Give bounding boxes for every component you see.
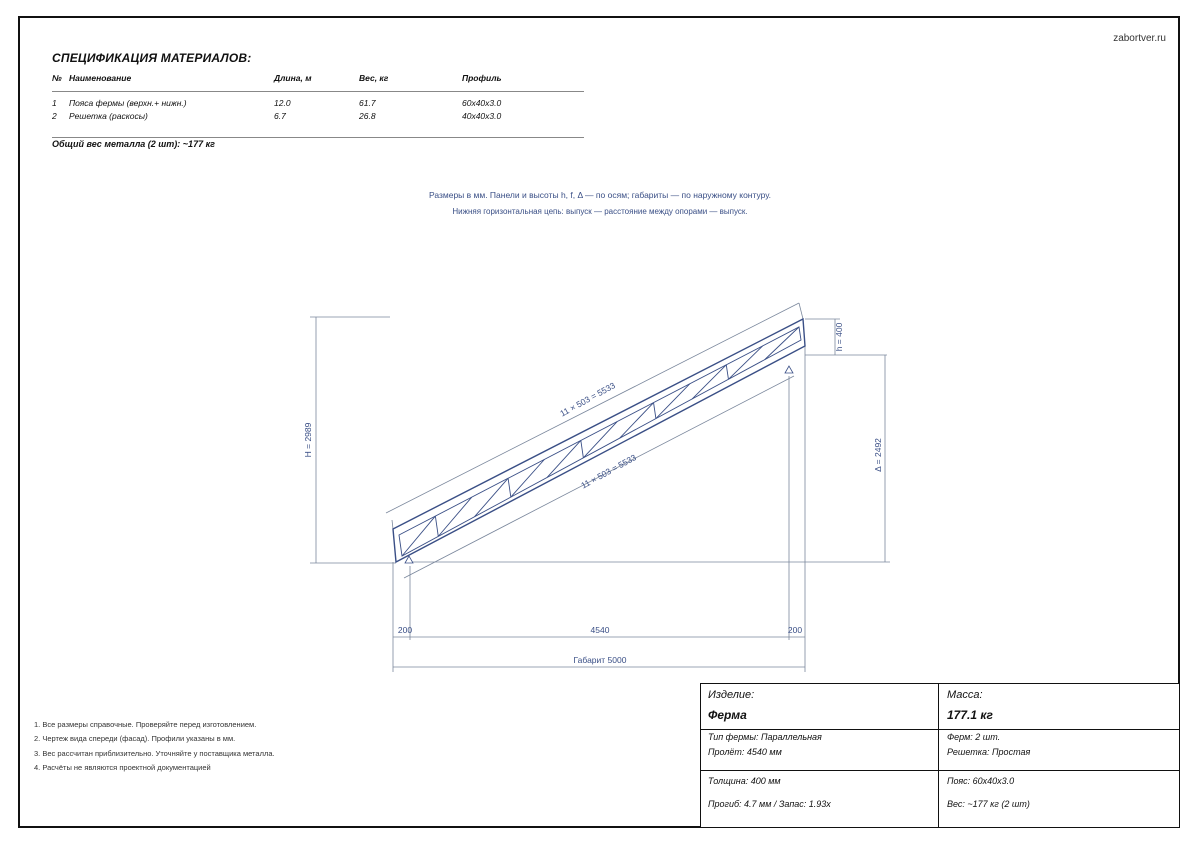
lattice-diagonal: [583, 422, 617, 458]
spec-cell-num: 1: [52, 98, 57, 108]
spec-title: СПЕЦИФИКАЦИЯ МАТЕРИАЛОВ:: [52, 51, 252, 65]
spec-cell-profile: 60x40x3.0: [462, 98, 502, 108]
title-block: [700, 683, 1180, 828]
title-block-rule: [701, 729, 1179, 730]
lattice-diagonal: [547, 440, 581, 477]
spec-header-weight: Вес, кг: [359, 73, 389, 83]
thickness-value: Толщина: 400 мм: [708, 776, 781, 786]
lattice-strut: [581, 440, 584, 457]
truss-inner-contour: [399, 327, 801, 556]
lattice-strut: [726, 365, 728, 379]
truss-type: Тип фермы: Параллельная: [708, 732, 822, 742]
note-item: 2. Чертеж вида спереди (фасад). Профили указаны в мм.: [34, 734, 236, 744]
span-label: 4540: [590, 625, 610, 635]
top-chord-dim-label: 11 × 503 = 5533: [558, 380, 617, 419]
title-block-divider: [938, 684, 939, 827]
top-chord-ext: [392, 520, 393, 529]
bottom-chord-dim-label: 11 × 503 = 5533: [579, 452, 638, 491]
overall-width-label: Габарит 5000: [573, 655, 627, 665]
left-extension-label: 200: [397, 625, 413, 635]
spec-header-profile: Профиль: [462, 73, 502, 83]
spec-cell-name: Решетка (раскосы): [69, 111, 148, 121]
right-support: [785, 366, 793, 373]
lattice-diagonal: [620, 403, 654, 439]
site-name: zabortver.ru: [1113, 33, 1166, 44]
general-notes: [34, 718, 275, 775]
note-item: 3. Вес рассчитан приблизительно. Уточняйте у поставщика металла.: [34, 748, 275, 758]
truss-depth-dim-label: h = 400: [834, 322, 844, 352]
dimension-lines: [310, 303, 890, 672]
lattice-diagonal: [692, 365, 726, 399]
total-weight: Вес: ~177 кг (2 шт): [947, 799, 1030, 809]
spec-cell-weight: 26.8: [359, 111, 376, 121]
note-item: 4. Расчёты не являются проектной документацией: [34, 762, 211, 772]
lattice-diagonal: [656, 384, 690, 419]
product-value: Ферма: [708, 708, 747, 722]
spec-cell-length: 12.0: [274, 98, 291, 108]
mass-label: Масса:: [947, 689, 983, 701]
lattice-strut: [435, 516, 438, 536]
lattice-strut: [508, 478, 511, 497]
lattice-strut: [654, 403, 656, 419]
height-dim-label: H = 2989: [303, 422, 313, 458]
span-value: Пролёт: 4540 мм: [708, 747, 782, 757]
spec-cell-name: Пояса фермы (верхн.+ нижн.): [69, 98, 187, 108]
spec-total: Общий вес металла (2 шт): ~177 кг: [52, 139, 215, 149]
deflection-value: Прогиб: 4.7 мм / Запас: 1.93x: [708, 799, 831, 809]
spec-cell-length: 6.7: [274, 111, 286, 121]
spec-header-num: №: [52, 73, 62, 83]
spec-cell-num: 2: [52, 111, 57, 121]
spec-cell-profile: 40x40x3.0: [462, 111, 502, 121]
lattice-type: Решетка: Простая: [947, 747, 1031, 757]
lattice-diagonal: [511, 459, 545, 497]
spec-header-name: Наименование: [69, 73, 132, 83]
delta-dim-label: Δ = 2492: [873, 438, 883, 472]
spec-cell-weight: 61.7: [359, 98, 376, 108]
title-block-rule: [701, 770, 1179, 771]
truss-count: Ферм: 2 шт.: [947, 732, 1001, 742]
drawing-note-2: Нижняя горизонтальная цепь: выпуск — расстояние между опорами — выпуск.: [452, 207, 748, 216]
lattice-diagonal: [765, 327, 799, 360]
product-label: Изделие:: [708, 689, 755, 701]
spec-header-length: Длина, м: [274, 73, 312, 83]
lattice-diagonal: [728, 346, 762, 379]
right-extension-label: 200: [787, 625, 803, 635]
note-item: 1. Все размеры справочные. Проверяйте перед изготовлением.: [34, 720, 257, 729]
top-chord-ext: [799, 303, 803, 319]
truss: [393, 319, 805, 562]
drawing-note-1: Размеры в мм. Панели и высоты h, f, Δ — по осям; габариты — по наружному контуру.: [428, 190, 772, 200]
chord-profile: Пояс: 60x40x3.0: [947, 776, 1015, 786]
mass-value: 177.1 кг: [947, 708, 993, 722]
